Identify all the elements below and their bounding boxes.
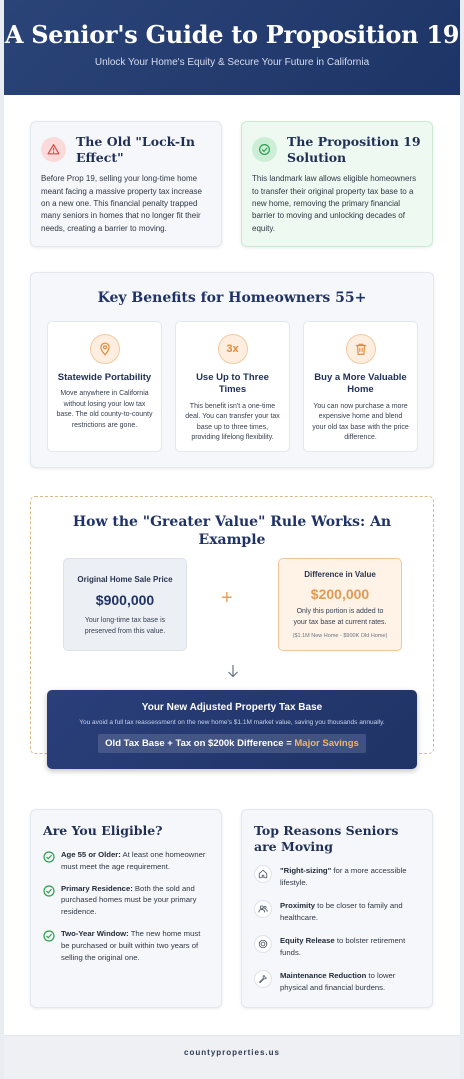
wrench-icon bbox=[254, 970, 272, 988]
coin-icon bbox=[254, 935, 272, 953]
old-lock-in-card bbox=[30, 121, 222, 247]
footer-site-url[interactable]: countyproperties.us bbox=[4, 1035, 460, 1079]
benefit-card-three-times bbox=[175, 321, 290, 452]
benefit-body: Move anywhere in California without losing your low tax base. The old county-to-county restrictions are gone. bbox=[56, 390, 153, 429]
original-price-value: $900,000 bbox=[95, 592, 155, 608]
warning-icon bbox=[41, 137, 66, 162]
original-price-note: Your long-time tax base is preserved from this value. bbox=[84, 617, 166, 635]
benefit-card-more-valuable bbox=[303, 321, 418, 452]
eligibility-title: Are You Eligible? bbox=[43, 823, 163, 838]
eligibility-item: Two-Year Window: The new home must be purchased or built within two years of selling the original one. bbox=[43, 928, 209, 964]
prop19-solution-card bbox=[241, 121, 433, 247]
benefit-title: Statewide Portability bbox=[57, 372, 152, 383]
major-savings-highlight: Major Savings bbox=[294, 738, 359, 749]
eligibility-card bbox=[30, 809, 222, 1008]
result-desc: You avoid a full tax reassessment on the new home's $1.1M market value, saving you thousands annually. bbox=[79, 719, 385, 726]
infographic-page bbox=[4, 0, 460, 1079]
reason-item: "Right-sizing" for a more accessible lifestyle. bbox=[254, 865, 420, 889]
page-title: A Senior's Guide to Proposition 19 bbox=[4, 20, 460, 49]
difference-value: $200,000 bbox=[310, 586, 370, 602]
check-icon bbox=[43, 850, 55, 873]
benefit-title: Buy a More Valuable Home bbox=[314, 372, 407, 396]
trash-can-icon bbox=[346, 334, 376, 364]
original-price-label: Original Home Sale Price bbox=[77, 575, 173, 584]
reason-item: Maintenance Reduction to lower physical and financial burdens. bbox=[254, 970, 420, 994]
difference-label: Difference in Value bbox=[304, 570, 376, 579]
solution-title: The Proposition 19 Solution bbox=[287, 134, 421, 165]
key-benefits-section bbox=[30, 272, 434, 468]
solution-body: This landmark law allows eligible homeowners to transfer their original property tax base to a new home, removing the primary financial barrier to moving and unlocking decades of equity. bbox=[252, 174, 417, 233]
benefit-title: Use Up to Three Times bbox=[196, 372, 269, 396]
reason-item: Proximity to be closer to family and healthcare. bbox=[254, 900, 420, 924]
check-icon bbox=[43, 929, 55, 964]
eligibility-item: Age 55 or Older: At least one homeowner must meet the age requirement. bbox=[43, 849, 209, 873]
greater-value-example bbox=[30, 496, 434, 754]
eligibility-item: Primary Residence: Both the sold and purchased homes must be your primary residence. bbox=[43, 883, 209, 919]
difference-note: Only this portion is added to your tax base at current rates. bbox=[293, 608, 387, 626]
original-price-box bbox=[63, 558, 187, 651]
plus-sign: + bbox=[221, 587, 233, 609]
adjusted-tax-base-panel bbox=[47, 690, 417, 769]
reason-item: Equity Release to bolster retirement funds. bbox=[254, 935, 420, 959]
benefits-title: Key Benefits for Homeowners 55+ bbox=[97, 290, 367, 306]
benefit-body: You can now purchase a more expensive home and blend your old tax base with the price difference. bbox=[312, 402, 409, 442]
home-icon bbox=[254, 865, 272, 883]
reasons-title: Top Reasons Seniors are Moving bbox=[254, 823, 399, 854]
example-title: How the "Greater Value" Rule Works: An Example bbox=[72, 514, 392, 549]
people-icon bbox=[254, 900, 272, 918]
difference-box bbox=[278, 558, 402, 651]
old-lock-in-body: Before Prop 19, selling your long-time home meant facing a massive property tax increase on a new one. This financial penalty trapped many seniors in homes that no longer fit their needs, creating a barrier to moving. bbox=[41, 174, 202, 233]
header-banner bbox=[4, 0, 460, 95]
three-x-badge: 3x bbox=[218, 334, 248, 364]
arrow-down-icon bbox=[227, 664, 239, 683]
reasons-card bbox=[241, 809, 433, 1008]
difference-calc: ($1.1M New Home - $900K Old Home) bbox=[292, 632, 388, 639]
check-circle-icon bbox=[252, 137, 277, 162]
benefit-card-portability bbox=[47, 321, 162, 452]
savings-formula: Old Tax Base + Tax on $200k Difference = Major Savings bbox=[98, 734, 366, 753]
check-icon bbox=[43, 884, 55, 919]
result-title: Your New Adjusted Property Tax Base bbox=[141, 702, 323, 713]
benefit-body: This benefit isn't a one-time deal. You can transfer your tax base up to three times, providing lifelong flexibility. bbox=[185, 402, 280, 442]
old-lock-in-title: The Old "Lock-In Effect" bbox=[76, 134, 195, 165]
location-pin-icon bbox=[90, 334, 120, 364]
page-subtitle: Unlock Your Home's Equity & Secure Your Future in California bbox=[94, 57, 370, 68]
